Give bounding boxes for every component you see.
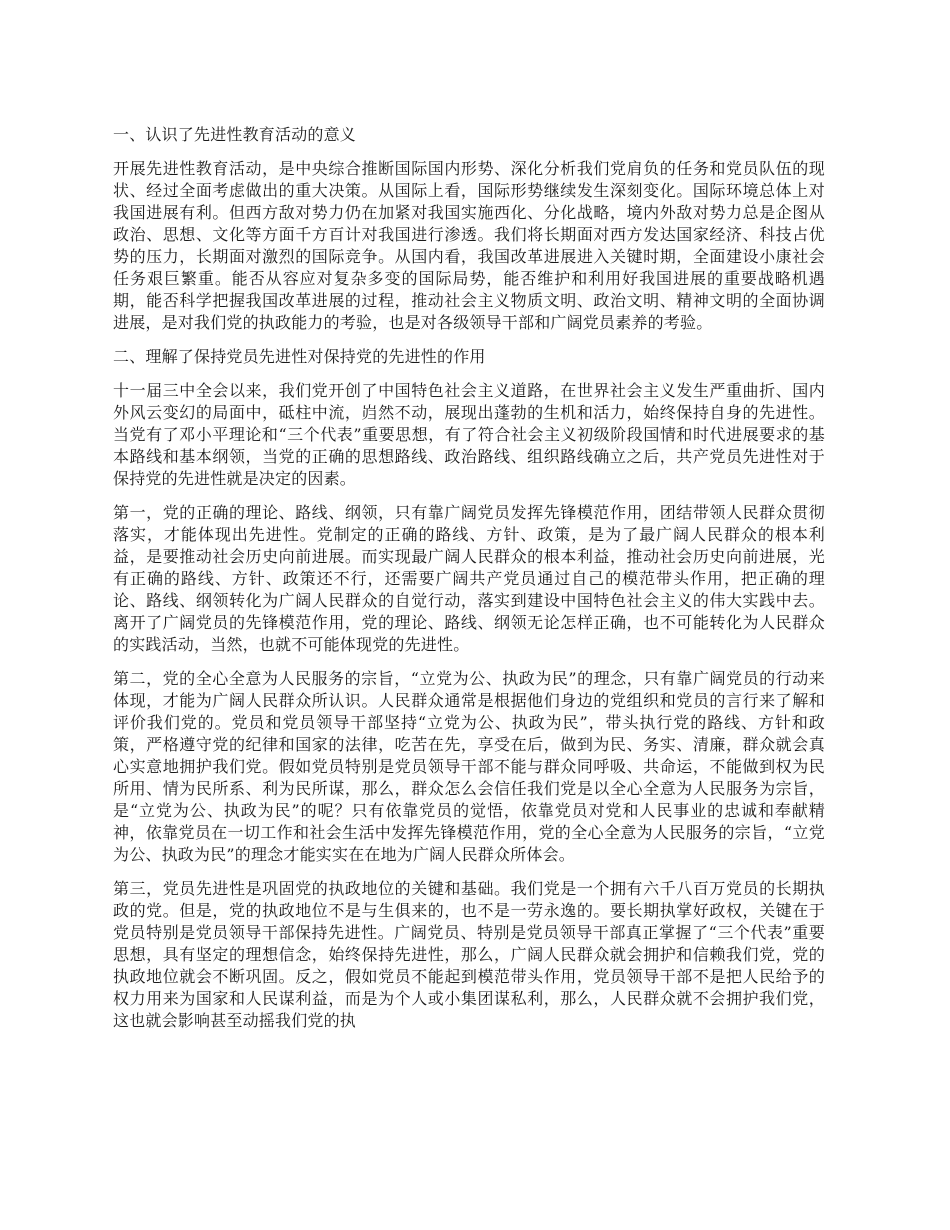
paragraph-4: 第二，党的全心全意为人民服务的宗旨，“立党为公、执政为民”的理念，只有靠广阔党员的行动来体现，才能为广阔人民群众所认识。人民群众通常是根据他们身边的党组织和党员的言行来了解和评价我们党的。党员和党员领导干部坚持“立党为公、执政为民”，带头执行党的路线、方针和政策，严格遵守党的纪律和国家的法律，吃苦在先，享受在后，做到为民、务实、清廉，群众就会真心实意地拥护我们党。假如党员特别是党员领导干部不能与群众同呼吸、共命运，不能做到权为民所用、情为民所系、利为民所谋，那么，群众怎么会信任我们党是以全心全意为人民服务为宗旨，是“立党为公、执政为民”的呢？只有依靠党员的觉悟，依靠党员对党和人民事业的忠诚和奉献精神，依靠党员在一切工作和社会生活中发挥先锋模范作用，党的全心全意为人民服务的宗旨，“立党为公、执政为民”的理念才能实实在在地为广阔人民群众所体会。 bbox=[113, 669, 825, 864]
paragraph-3: 第一，党的正确的理论、路线、纲领，只有靠广阔党员发挥先锋模范作用，团结带领人民群众贯彻落实，才能体现出先进性。党制定的正确的路线、方针、政策，是为了最广阔人民群众的根本利益，是要推动社会历史向前进展。而实现最广阔人民群众的根本利益，推动社会历史向前进展，光有正确的路线、方针、政策还不行，还需要广阔共产党员通过自己的模范带头作用，把正确的理论、路线、纲领转化为广阔人民群众的自觉行动，落实到建设中国特色社会主义的伟大实践中去。离开了广阔党员的先锋模范作用，党的理论、路线、纲领无论怎样正确，也不可能转化为人民群众的实践活动，当然，也就不可能体现党的先进性。 bbox=[113, 503, 825, 654]
section-heading-2: 二、理解了保持党员先进性对保持党的先进性的作用 bbox=[113, 347, 486, 366]
document-page bbox=[113, 124, 825, 1044]
section-heading-1: 一、认识了先进性教育活动的意义 bbox=[113, 125, 357, 144]
paragraph-5: 第三，党员先进性是巩固党的执政地位的关键和基础。我们党是一个拥有六千八百万党员的长期执政的党。但是，党的执政地位不是与生俱来的，也不是一劳永逸的。要长期执掌好政权，关键在于党员特别是党员领导干部保持先进性。广阔党员、特别是党员领导干部真正掌握了“三个代表”重要思想，具有坚定的理想信念，始终保持先进性，那么，广阔人民群众就会拥护和信赖我们党，党的执政地位就会不断巩固。反之，假如党员不能起到模范带头作用，党员领导干部不是把人民给予的权力用来为国家和人民谋利益，而是为个人或小集团谋私利，那么，人民群众就不会拥护我们党，这也就会影响甚至动摇我们党的执 bbox=[113, 879, 825, 1030]
paragraph-1: 开展先进性教育活动，是中央综合推断国际国内形势、深化分析我们党肩负的任务和党员队伍的现状、经过全面考虑做出的重大决策。从国际上看，国际形势继续发生深刻变化。国际环境总体上对我国进展有利。但西方敌对势力仍在加紧对我国实施西化、分化战略，境内外敌对势力总是企图从政治、思想、文化等方面千方百计对我国进行渗透。我们将长期面对西方发达国家经济、科技占优势的压力，长期面对激烈的国际竞争。从国内看，我国改革进展进入关键时期，全面建设小康社会任务艰巨繁重。能否从容应对复杂多变的国际局势，能否维护和利用好我国进展的重要战略机遇期，能否科学把握我国改革进展的过程，推动社会主义物质文明、政治文明、精神文明的全面协调进展，是对我们党的执政能力的考验，也是对各级领导干部和广阔党员素养的考验。 bbox=[113, 159, 825, 332]
paragraph-2: 十一届三中全会以来，我们党开创了中国特色社会主义道路，在世界社会主义发生严重曲折、国内外风云变幻的局面中，砥柱中流，岿然不动，展现出蓬勃的生机和活力，始终保持自身的先进性。当党有了邓小平理论和“三个代表”重要思想，有了符合社会主义初级阶段国情和时代进展要求的基本路线和基本纲领，当党的正确的思想路线、政治路线、组织路线确立之后，共产党员先进性对于保持党的先进性就是决定的因素。 bbox=[113, 381, 825, 488]
